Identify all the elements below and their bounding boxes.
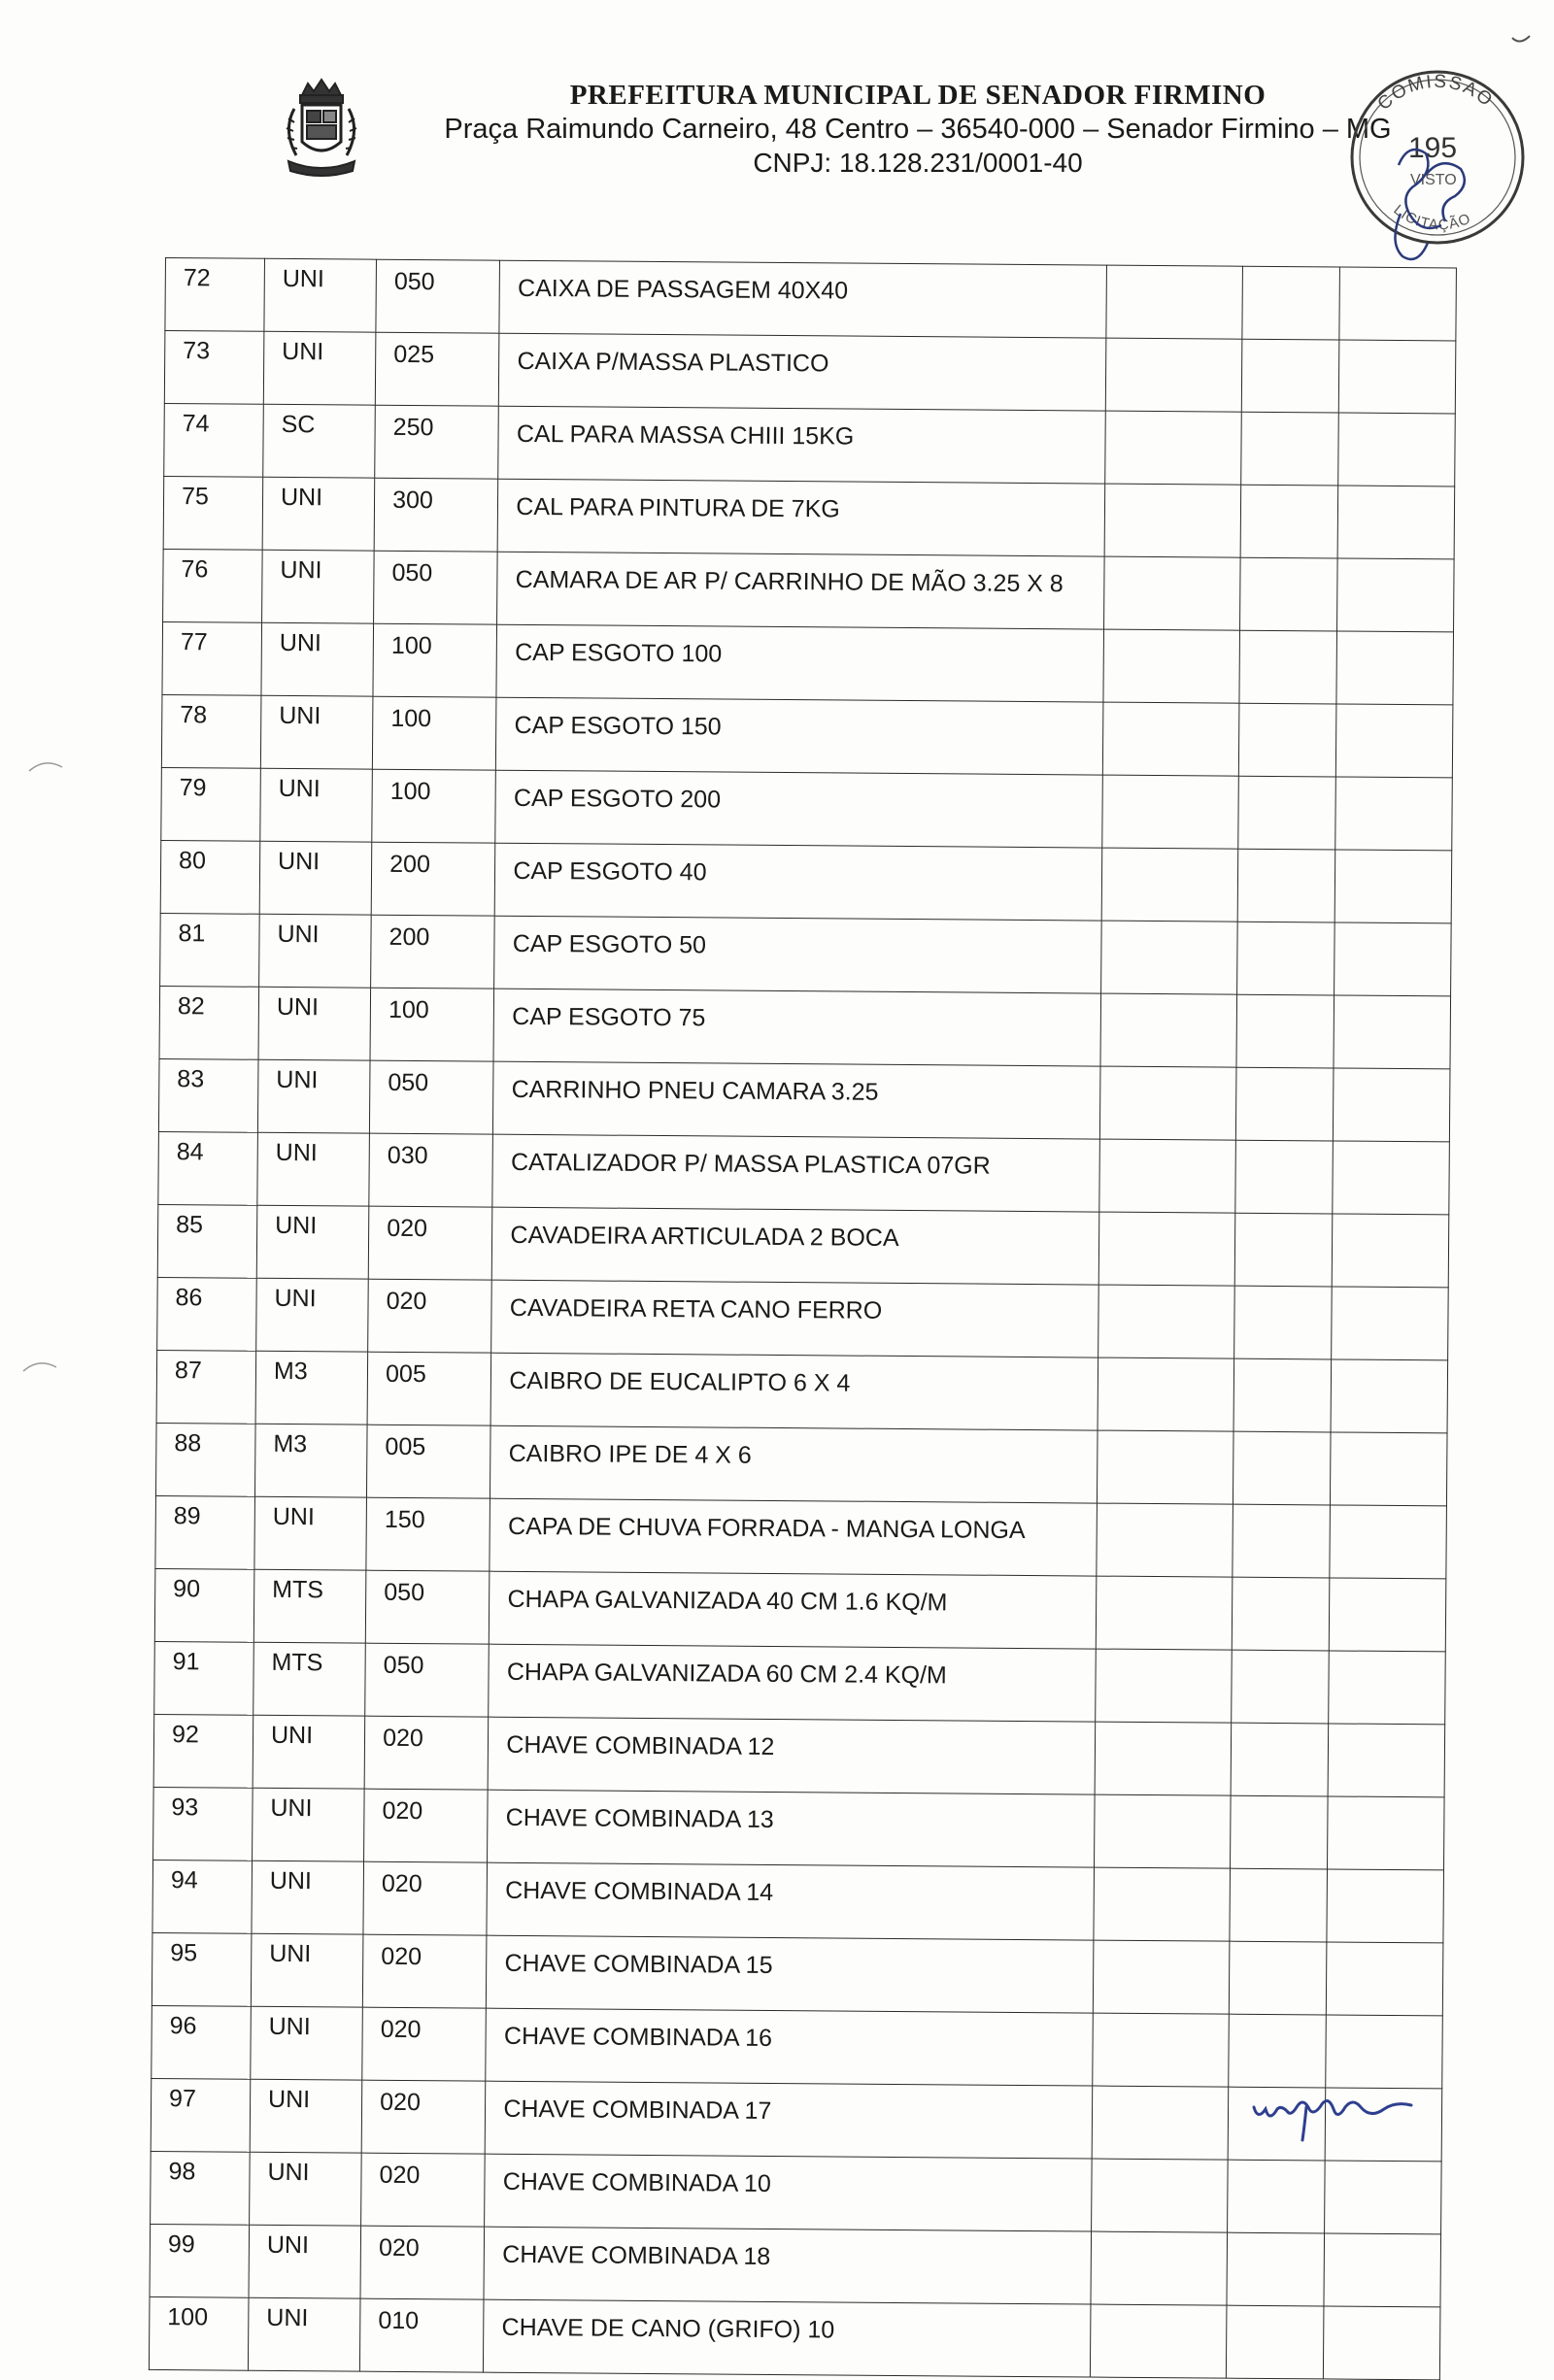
item-blank-cell xyxy=(1323,2306,1440,2380)
item-quantity-cell: 020 xyxy=(364,1716,489,1790)
item-blank-cell xyxy=(1102,848,1238,922)
item-blank-cell xyxy=(1337,486,1455,559)
item-blank-cell xyxy=(1335,777,1453,851)
table-row xyxy=(153,1714,1445,1796)
item-blank-cell xyxy=(1236,994,1334,1068)
item-number-cell: 92 xyxy=(153,1714,253,1788)
item-blank-cell xyxy=(1098,1285,1234,1358)
item-number-cell: 83 xyxy=(158,1058,258,1132)
stamp-page-number: 195 xyxy=(1408,132,1458,164)
item-blank-cell xyxy=(1091,2304,1227,2378)
item-blank-cell xyxy=(1236,922,1334,995)
org-name: PREFEITURA MUNICIPAL DE SENADOR FIRMINO xyxy=(569,80,1267,111)
item-unit-cell: UNI xyxy=(264,258,377,332)
item-description-cell: CHAVE COMBINADA 18 xyxy=(484,2227,1092,2304)
item-blank-cell xyxy=(1103,702,1239,776)
item-number-cell: 77 xyxy=(162,621,262,695)
item-blank-cell xyxy=(1099,1212,1235,1286)
item-blank-cell xyxy=(1231,1723,1329,1796)
item-description-cell: CHAVE COMBINADA 16 xyxy=(486,2008,1094,2086)
table-row xyxy=(157,1277,1449,1359)
item-blank-cell xyxy=(1095,1794,1231,1868)
item-quantity-cell: 010 xyxy=(360,2298,485,2372)
item-blank-cell xyxy=(1333,1141,1450,1215)
item-description-cell: CHAVE COMBINADA 12 xyxy=(488,1717,1096,1794)
stamp-visto-text: VISTO xyxy=(1410,172,1457,188)
item-blank-cell xyxy=(1235,1140,1334,1214)
item-description-cell: CAP ESGOTO 50 xyxy=(494,916,1102,993)
item-quantity-cell: 005 xyxy=(367,1425,491,1498)
table-row xyxy=(156,1350,1448,1432)
item-description-cell: CHAVE COMBINADA 14 xyxy=(487,1862,1095,1940)
item-blank-cell xyxy=(1324,2161,1441,2234)
item-description-cell: CAP ESGOTO 100 xyxy=(496,624,1104,702)
item-quantity-cell: 100 xyxy=(373,623,497,697)
item-blank-cell xyxy=(1097,1576,1233,1650)
table-row xyxy=(165,258,1457,341)
item-quantity-cell: 100 xyxy=(372,769,496,843)
item-unit-cell: UNI xyxy=(253,1715,365,1789)
item-blank-cell xyxy=(1103,629,1239,703)
item-blank-cell xyxy=(1327,1869,1444,1943)
item-quantity-cell: 150 xyxy=(366,1497,490,1571)
table-row xyxy=(158,1131,1450,1214)
item-blank-cell xyxy=(1091,2231,1227,2305)
items-table-container xyxy=(152,257,1457,2344)
item-number-cell: 74 xyxy=(164,403,264,477)
item-unit-cell: UNI xyxy=(253,1788,365,1861)
item-number-cell: 82 xyxy=(159,986,259,1059)
item-quantity-cell: 020 xyxy=(364,1789,489,1862)
item-number-cell: 80 xyxy=(160,840,260,914)
item-blank-cell xyxy=(1238,776,1336,850)
item-blank-cell xyxy=(1324,2233,1441,2307)
item-blank-cell xyxy=(1232,1577,1330,1651)
item-unit-cell: UNI xyxy=(250,2079,362,2153)
item-blank-cell xyxy=(1235,1067,1334,1141)
table-row xyxy=(164,403,1456,486)
table-row xyxy=(155,1495,1447,1578)
margin-mark-icon xyxy=(27,757,64,775)
item-blank-cell xyxy=(1334,922,1451,996)
table-row xyxy=(152,2005,1443,2088)
table-row xyxy=(150,2224,1441,2306)
item-quantity-cell: 030 xyxy=(369,1133,493,1207)
org-cnpj: CNPJ: 18.128.231/0001-40 xyxy=(753,148,1083,178)
item-description-cell: CAPA DE CHUVA FORRADA - MANGA LONGA xyxy=(490,1498,1098,1576)
item-quantity-cell: 050 xyxy=(376,259,500,333)
item-number-cell: 75 xyxy=(163,476,263,550)
item-blank-cell xyxy=(1332,1214,1449,1288)
table-row xyxy=(164,331,1456,414)
item-blank-cell xyxy=(1326,1942,1443,2016)
item-quantity-cell: 100 xyxy=(372,696,496,770)
item-unit-cell: UNI xyxy=(263,331,376,405)
item-blank-cell xyxy=(1093,2086,1229,2160)
item-quantity-cell: 020 xyxy=(363,1861,488,1935)
item-blank-cell xyxy=(1233,1504,1331,1578)
item-blank-cell xyxy=(1229,2014,1327,2088)
table-row xyxy=(154,1568,1446,1651)
table-row xyxy=(155,1423,1447,1505)
item-blank-cell xyxy=(1230,1868,1328,1942)
item-blank-cell xyxy=(1100,1066,1236,1140)
item-blank-cell xyxy=(1242,266,1340,340)
item-number-cell: 97 xyxy=(151,2078,251,2152)
item-unit-cell: UNI xyxy=(249,2225,361,2298)
item-number-cell: 84 xyxy=(158,1131,258,1205)
item-unit-cell: UNI xyxy=(259,914,372,988)
item-description-cell: CHAVE COMBINADA 13 xyxy=(488,1790,1096,1867)
item-blank-cell xyxy=(1098,1358,1233,1431)
item-description-cell: CAP ESGOTO 150 xyxy=(496,697,1104,775)
handwritten-signature-icon xyxy=(1248,2078,1423,2146)
item-number-cell: 89 xyxy=(155,1495,255,1569)
item-unit-cell: UNI xyxy=(260,695,373,769)
item-number-cell: 81 xyxy=(160,913,260,987)
item-number-cell: 72 xyxy=(165,258,265,332)
item-unit-cell: M3 xyxy=(255,1351,368,1425)
item-blank-cell xyxy=(1241,339,1339,413)
item-blank-cell xyxy=(1105,484,1241,557)
item-unit-cell: UNI xyxy=(251,1933,363,2007)
item-unit-cell: UNI xyxy=(260,768,373,842)
item-quantity-cell: 025 xyxy=(375,332,499,406)
item-blank-cell xyxy=(1233,1286,1332,1359)
table-row xyxy=(151,2151,1442,2233)
item-quantity-cell: 050 xyxy=(370,1060,494,1134)
item-number-cell: 90 xyxy=(154,1568,254,1642)
item-number-cell: 95 xyxy=(152,1932,252,2006)
item-blank-cell xyxy=(1227,2160,1325,2233)
item-blank-cell xyxy=(1233,1431,1331,1505)
item-unit-cell: SC xyxy=(263,404,376,478)
item-blank-cell xyxy=(1092,2159,1228,2232)
item-unit-cell: UNI xyxy=(250,2152,362,2226)
item-blank-cell xyxy=(1096,1649,1232,1723)
item-description-cell: CHAVE COMBINADA 10 xyxy=(485,2154,1093,2231)
item-description-cell: CAIBRO IPE DE 4 X 6 xyxy=(490,1425,1098,1503)
item-blank-cell xyxy=(1336,631,1454,705)
item-quantity-cell: 020 xyxy=(362,1934,487,2008)
item-description-cell: CAP ESGOTO 75 xyxy=(493,989,1101,1066)
item-number-cell: 98 xyxy=(151,2151,251,2225)
item-unit-cell: UNI xyxy=(256,1278,369,1352)
table-row xyxy=(154,1641,1446,1724)
table-row xyxy=(161,694,1453,777)
item-blank-cell xyxy=(1094,1867,1230,1941)
municipal-crest-logo xyxy=(275,66,368,181)
item-unit-cell: UNI xyxy=(257,1059,370,1133)
item-description-cell: CAP ESGOTO 40 xyxy=(495,843,1103,921)
item-blank-cell xyxy=(1330,1505,1447,1579)
item-blank-cell xyxy=(1339,267,1457,341)
item-description-cell: CAIXA DE PASSAGEM 40X40 xyxy=(499,260,1107,338)
item-blank-cell xyxy=(1106,338,1242,412)
item-blank-cell xyxy=(1233,1358,1332,1432)
item-description-cell: CAIBRO DE EUCALIPTO 6 X 4 xyxy=(490,1353,1098,1430)
item-quantity-cell: 300 xyxy=(374,478,498,552)
item-blank-cell xyxy=(1237,849,1335,922)
item-quantity-cell: 020 xyxy=(368,1279,492,1353)
item-blank-cell xyxy=(1101,921,1237,994)
item-blank-cell xyxy=(1240,485,1338,558)
item-blank-cell xyxy=(1238,703,1336,777)
item-description-cell: CAP ESGOTO 200 xyxy=(495,770,1103,848)
item-description-cell: CHAVE DE CANO (GRIFO) 10 xyxy=(484,2299,1092,2377)
item-quantity-cell: 200 xyxy=(371,915,495,989)
item-description-cell: CAL PARA MASSA CHIII 15KG xyxy=(498,406,1106,484)
svg-text:COMISSÃO xyxy=(1374,72,1498,115)
item-unit-cell: M3 xyxy=(254,1424,367,1497)
item-blank-cell xyxy=(1100,993,1236,1067)
table-row xyxy=(160,913,1452,995)
item-unit-cell: MTS xyxy=(253,1569,366,1643)
item-blank-cell xyxy=(1337,413,1455,486)
margin-mark-icon xyxy=(21,1358,58,1375)
table-row xyxy=(158,1058,1450,1141)
item-quantity-cell: 050 xyxy=(365,1643,490,1717)
item-number-cell: 76 xyxy=(163,549,263,622)
item-blank-cell xyxy=(1239,557,1337,631)
item-description-cell: CATALIZADOR P/ MASSA PLASTICA 07GR xyxy=(492,1134,1100,1212)
item-unit-cell: MTS xyxy=(253,1642,366,1716)
item-quantity-cell: 005 xyxy=(367,1352,491,1425)
item-number-cell: 79 xyxy=(161,767,261,841)
item-blank-cell xyxy=(1093,2013,1229,2087)
item-number-cell: 73 xyxy=(164,331,264,405)
stamp-bottom-text: LICITAÇÃO xyxy=(1390,201,1474,234)
item-description-cell: CAIXA P/MASSA PLASTICO xyxy=(499,333,1107,411)
item-blank-cell xyxy=(1331,1287,1448,1360)
item-blank-cell xyxy=(1334,995,1451,1069)
item-blank-cell xyxy=(1334,850,1452,923)
item-unit-cell: UNI xyxy=(258,987,371,1060)
item-blank-cell xyxy=(1234,1213,1333,1287)
item-description-cell: CAVADEIRA ARTICULADA 2 BOCA xyxy=(492,1207,1100,1285)
item-blank-cell xyxy=(1229,1941,1327,2015)
item-description-cell: CAVADEIRA RETA CANO FERRO xyxy=(491,1280,1099,1358)
org-address: Praça Raimundo Carneiro, 48 Centro – 36540-000 – Senador Firmino – MG xyxy=(444,114,1392,145)
commission-stamp xyxy=(1340,49,1535,282)
item-number-cell: 93 xyxy=(153,1787,253,1860)
item-unit-cell: UNI xyxy=(261,622,374,696)
item-blank-cell xyxy=(1336,558,1454,632)
table-row xyxy=(152,1932,1443,2015)
item-blank-cell xyxy=(1104,556,1240,630)
item-quantity-cell: 250 xyxy=(375,405,499,479)
item-number-cell: 91 xyxy=(154,1641,254,1715)
item-description-cell: CHAVE COMBINADA 17 xyxy=(486,2081,1094,2159)
item-blank-cell xyxy=(1333,1068,1450,1142)
table-row xyxy=(162,621,1454,704)
item-blank-cell xyxy=(1096,1722,1232,1795)
item-blank-cell xyxy=(1328,1724,1445,1797)
item-quantity-cell: 020 xyxy=(361,2153,486,2227)
item-unit-cell: UNI xyxy=(256,1205,369,1279)
item-unit-cell: UNI xyxy=(257,1132,370,1206)
item-blank-cell xyxy=(1226,2305,1324,2379)
letterhead xyxy=(427,80,1408,179)
item-blank-cell xyxy=(1099,1139,1235,1213)
item-number-cell: 96 xyxy=(152,2005,252,2079)
item-unit-cell: UNI xyxy=(251,2006,363,2080)
item-quantity-cell: 020 xyxy=(368,1206,492,1280)
item-blank-cell xyxy=(1331,1359,1448,1433)
table-row xyxy=(163,549,1455,631)
stamp-top-text: COMISSÃO xyxy=(1373,71,1498,115)
item-description-cell: CHAVE COMBINADA 15 xyxy=(487,1935,1095,2013)
item-unit-cell: UNI xyxy=(254,1496,367,1570)
table-row xyxy=(160,840,1452,922)
item-blank-cell xyxy=(1230,1795,1328,1869)
table-row xyxy=(161,767,1453,850)
table-row xyxy=(152,1860,1444,1942)
item-blank-cell xyxy=(1327,1796,1444,1870)
item-number-cell: 78 xyxy=(161,694,261,768)
item-number-cell: 88 xyxy=(155,1423,255,1496)
item-description-cell: CAL PARA PINTURA DE 7KG xyxy=(497,479,1105,556)
item-number-cell: 100 xyxy=(149,2296,249,2370)
item-unit-cell: UNI xyxy=(262,477,375,551)
items-table xyxy=(149,257,1457,2380)
item-blank-cell xyxy=(1335,704,1453,778)
item-quantity-cell: 100 xyxy=(370,988,494,1061)
item-blank-cell xyxy=(1338,340,1456,414)
item-number-cell: 87 xyxy=(156,1350,256,1424)
table-row xyxy=(149,2296,1440,2379)
item-description-cell: CAMARA DE AR P/ CARRINHO DE MÃO 3.25 X 8 xyxy=(497,552,1105,629)
item-number-cell: 94 xyxy=(152,1860,253,1933)
item-unit-cell: UNI xyxy=(252,1860,364,1934)
item-description-cell: CHAPA GALVANIZADA 60 CM 2.4 KQ/M xyxy=(489,1644,1097,1722)
item-blank-cell xyxy=(1330,1432,1447,1506)
item-quantity-cell: 050 xyxy=(374,551,498,624)
item-description-cell: CHAPA GALVANIZADA 40 CM 1.6 KQ/M xyxy=(490,1571,1098,1649)
item-quantity-cell: 050 xyxy=(365,1570,490,1644)
item-number-cell: 85 xyxy=(157,1204,257,1278)
item-quantity-cell: 020 xyxy=(360,2226,485,2299)
item-blank-cell xyxy=(1239,630,1337,704)
item-quantity-cell: 020 xyxy=(361,2080,486,2154)
item-blank-cell xyxy=(1098,1430,1233,1504)
item-blank-cell xyxy=(1328,1651,1445,1725)
item-blank-cell xyxy=(1105,411,1241,485)
item-description-cell: CARRINHO PNEU CAMARA 3.25 xyxy=(493,1061,1101,1139)
item-unit-cell: UNI xyxy=(248,2297,360,2371)
item-quantity-cell: 200 xyxy=(371,842,495,916)
item-blank-cell xyxy=(1102,775,1238,849)
scan-mark-icon xyxy=(1510,34,1532,48)
item-blank-cell xyxy=(1329,1578,1446,1652)
item-blank-cell xyxy=(1097,1503,1233,1577)
table-row xyxy=(157,1204,1449,1287)
table-row xyxy=(153,1787,1445,1869)
item-number-cell: 86 xyxy=(157,1277,257,1351)
item-unit-cell: UNI xyxy=(259,841,372,915)
item-number-cell: 99 xyxy=(150,2224,250,2297)
table-row xyxy=(163,476,1455,558)
item-blank-cell xyxy=(1227,2232,1325,2306)
item-blank-cell xyxy=(1106,265,1242,339)
table-row xyxy=(159,986,1451,1068)
item-blank-cell xyxy=(1231,1650,1329,1724)
item-unit-cell: UNI xyxy=(262,550,375,623)
item-blank-cell xyxy=(1241,412,1339,486)
item-blank-cell xyxy=(1094,1940,1230,2014)
item-quantity-cell: 020 xyxy=(362,2007,487,2081)
